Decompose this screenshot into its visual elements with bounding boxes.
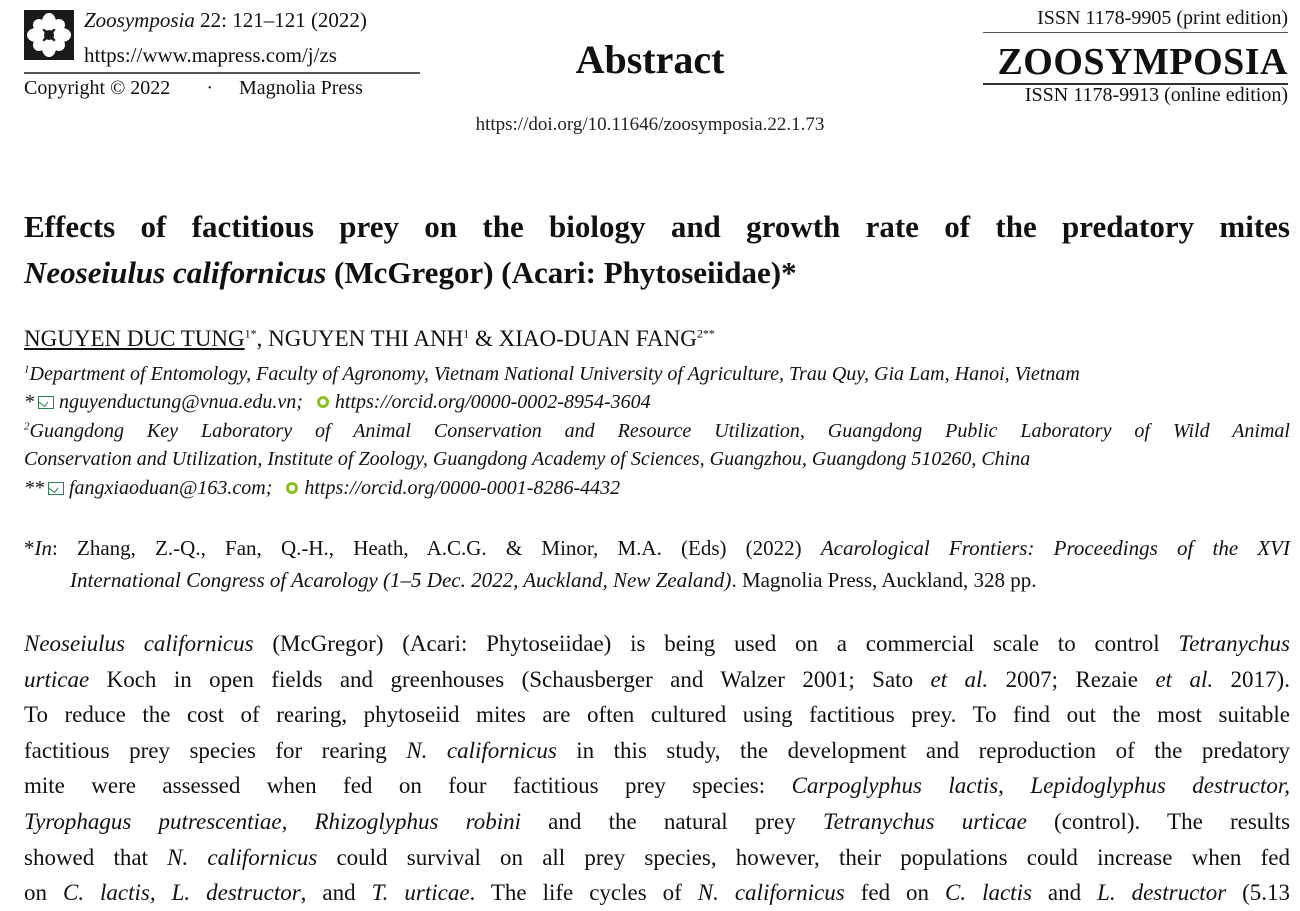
body-text: (McGregor) (Acari: Phytoseiidae) is being used on a commercial scale to control <box>253 631 1179 656</box>
journal-brand: ZOOSYMPOSIA <box>997 41 1288 83</box>
contact1-mark: * <box>24 391 34 413</box>
doi-text[interactable]: https://doi.org/10.11646/zoosymposia.22.1.73 <box>475 114 825 135</box>
species-name: C. lactis, L. destructor <box>62 880 301 906</box>
section-heading: Abstract <box>575 37 725 82</box>
body-text: factitious prey species for rearing <box>24 737 407 763</box>
issn-online: ISSN 1178-9913 (online edition) <box>1024 84 1288 106</box>
proceedings-publisher: . Magnolia Press, Auckland, 328 pp. <box>731 568 1037 592</box>
proceedings-line-2 <box>24 564 1290 596</box>
aff2-sup: 2 <box>24 420 30 433</box>
author-1[interactable]: NGUYEN DUC TUNG <box>24 326 245 351</box>
contact2-orcid[interactable]: https://orcid.org/0000-0001-8286-4432 <box>304 477 621 499</box>
body-text: in this study, the development and reproduction of the predatory <box>556 737 1290 763</box>
author-2-sup: 1 <box>463 326 470 341</box>
body-text: on <box>24 880 63 906</box>
author-list <box>24 326 715 352</box>
body-text: , and <box>300 880 372 906</box>
et-al: et al. <box>930 666 989 692</box>
contact2-mark: ** <box>24 477 44 499</box>
body-text: could survival on all prey species, however, their populations could increase when fed <box>317 844 1290 870</box>
species-name: L. destructor <box>1097 880 1227 906</box>
title-line-1: Effects of factitious prey on the biology and growth rate of the predatory mites <box>24 209 1290 244</box>
aff2-line-1 <box>24 417 1290 445</box>
header-divider-right-top <box>983 32 1288 33</box>
body-line: To reduce the cost of rearing, phytoseiid mites are often cultured using factitious prey. To find out the most suitable <box>24 702 1290 728</box>
body-text: (control). The results <box>1026 808 1291 834</box>
species-name: Tetranychus <box>1178 631 1290 656</box>
aff1-text: Department of Entomology, Faculty of Agronomy, Vietnam National University of Agriculture, Trau Quy, Gia Lam, Hanoi, Vietnam <box>29 363 1080 385</box>
body-text: and <box>1031 880 1098 906</box>
orcid-icon <box>317 396 329 408</box>
contact1-email[interactable]: nguyenductung@vnua.edu.vn; <box>59 391 303 413</box>
author-3-sup: 2** <box>696 326 715 341</box>
contact1-orcid[interactable]: https://orcid.org/0000-0002-8954-3604 <box>334 391 651 413</box>
species-name: T. urticae <box>371 880 470 906</box>
contact-1 <box>24 388 651 416</box>
species-name: urticae <box>24 666 90 692</box>
mail-icon <box>38 396 54 409</box>
publisher-name: Magnolia Press <box>238 77 363 99</box>
proceedings-book-title-1: Acarological Frontiers: Proceedings of the XVI <box>820 536 1290 560</box>
title-rest: (McGregor) (Acari: Phytoseiidae)* <box>326 255 797 290</box>
aff1-sup: 1 <box>24 363 30 376</box>
author-2: , NGUYEN THI ANH <box>256 326 464 351</box>
aff2-line-2: Conservation and Utilization, Institute of Zoology, Guangdong Academy of Sciences, Guangzhou, Guangdong 510260, China <box>24 448 1031 470</box>
journal-citation <box>84 8 367 33</box>
mail-icon <box>48 482 64 495</box>
proceedings-note <box>24 532 1290 596</box>
body-text: and the natural prey <box>521 808 823 834</box>
doi-link <box>0 114 1300 136</box>
journal-issue: 22: 121–121 (2022) <box>194 8 367 32</box>
body-text: 2017). <box>1213 666 1290 692</box>
body-text: 2007; Rezaie <box>988 666 1156 692</box>
orcid-icon <box>286 482 298 494</box>
species-name: Tyrophagus putrescentiae, Rhizoglyphus robini <box>24 808 521 834</box>
body-line <box>24 662 1290 698</box>
body-line <box>24 768 1290 804</box>
species-name: N. californicus <box>406 737 557 763</box>
abstract-body <box>24 626 1290 911</box>
journal-name: Zoosymposia <box>84 8 195 32</box>
species-name: Tetranychus urticae <box>822 808 1027 834</box>
body-line <box>24 804 1290 840</box>
proceedings-mark: * <box>24 536 35 560</box>
et-al: et al. <box>1155 666 1214 692</box>
proceedings-editors: : Zhang, Z.-Q., Fan, Q.-H., Heath, A.C.G. & Minor, M.A. (Eds) (2022) <box>52 536 821 560</box>
affiliation-2 <box>24 417 1290 473</box>
species-name: Neoseiulus californicus <box>24 631 254 656</box>
proceedings-book-title-2: International Congress of Acarology (1–5 Dec. 2022, Auckland, New Zealand) <box>70 568 732 592</box>
species-name: C. lactis <box>945 880 1032 906</box>
author-1-sup: 1* <box>244 326 257 341</box>
contact2-email[interactable]: fangxiaoduan@163.com; <box>69 477 273 499</box>
issn-print: ISSN 1178-9905 (print edition) <box>1037 7 1288 29</box>
contact-2 <box>24 474 620 502</box>
body-line <box>24 840 1290 876</box>
body-text: (5.13 <box>1226 880 1291 906</box>
body-text: . The life cycles of <box>469 880 698 906</box>
article-title <box>24 204 1290 296</box>
body-text: fed on <box>844 880 946 906</box>
title-species: Neoseiulus californicus <box>24 255 327 290</box>
proceedings-line-1 <box>24 532 1290 564</box>
aff2-line-1-text: Guangdong Key Laboratory of Animal Conservation and Resource Utilization, Guangdong Public Laboratory of Wild Animal <box>29 420 1290 442</box>
title-line-2 <box>24 255 797 290</box>
species-name: N. californicus <box>167 844 318 870</box>
copyright-text: Copyright © 2022 <box>24 77 171 99</box>
body-text: mite were assessed when fed on four factitious prey species: <box>24 773 792 799</box>
body-line <box>24 733 1290 769</box>
body-line <box>24 875 1290 911</box>
affiliation-1 <box>24 360 1080 388</box>
body-text: Koch in open fields and greenhouses (Schausberger and Walzer 2001; Sato <box>89 666 931 692</box>
journal-url-link[interactable]: https://www.mapress.com/j/zs <box>84 43 337 67</box>
species-name: N. californicus <box>697 880 845 906</box>
species-name: Carpoglyphus lactis, Lepidoglyphus destructor, <box>791 773 1290 799</box>
body-text: showed that <box>24 844 168 870</box>
proceedings-in: In <box>34 536 52 560</box>
separator-dot: · <box>206 77 213 99</box>
body-line <box>24 626 1290 662</box>
author-3: & XIAO-DUAN FANG <box>469 326 697 351</box>
